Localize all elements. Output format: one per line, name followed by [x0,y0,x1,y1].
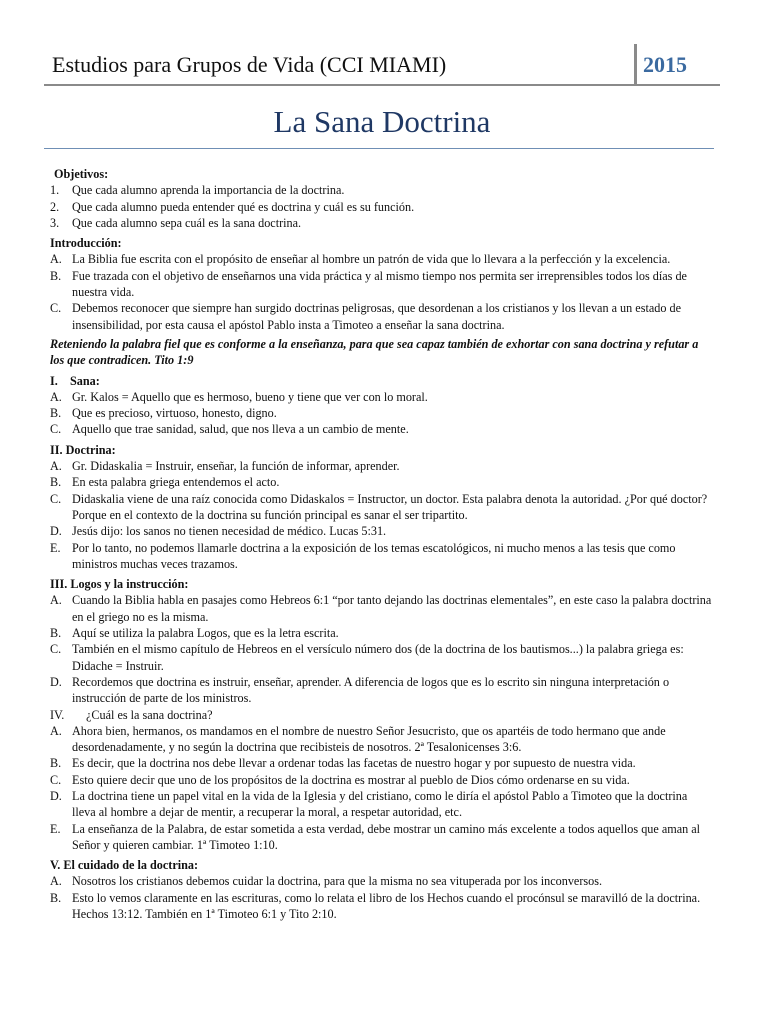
list-text: Debemos reconocer que siempre han surgido doctrinas peligrosas, que desordenan a los cristianos y los llevan a un estado de insensibilidad, por esta causa el apóstol Pablo insta a Timoteo a enseñar la sana doctrina. [72,301,681,332]
section-heading-sana: I. Sana: [50,373,100,388]
list-text: Gr. Didaskalia = Instruir, enseñar, la función de informar, aprender. [72,459,400,474]
list-marker: E. [50,821,61,836]
list-item [50,523,714,539]
list-marker: B. [50,890,62,905]
list-item [50,821,714,854]
list-text: Fue trazada con el objetivo de enseñarnos una vida práctica y al mismo tiempo nos permita ser irreprensibles todos los días de nuestra vida. [72,268,687,300]
list-text: Gr. Kalos = Aquello que es hermoso, bueno y tiene que ver con lo moral. [72,389,428,404]
list-item [50,405,714,421]
list-marker: E. [50,540,61,555]
list-text: Que cada alumno pueda entender qué es doctrina y cuál es su función. [72,199,415,214]
list-item [50,491,714,524]
list-marker: 2. [50,199,60,214]
list-text: Es decir, que la doctrina nos debe llevar a ordenar todas las facetas de nuestro hogar y por supuesto de nuestra vida. [72,756,636,771]
document-body [50,166,714,922]
section-heading-cuidado: V. El cuidado de la doctrina: [50,858,199,873]
list-text: Recordemos que doctrina es instruir, enseñar, aprender. A diferencia de logos que es lo escrito sin ninguna interpretación o instrucción de parte de los ministros. [72,674,670,706]
list-item [50,421,714,437]
list-text: Esto lo vemos claramente en las escrituras, como lo relata el libro de los Hechos cuando el procónsul se maravilló de la doctrina. Hechos 13:12. También en 1ª Timoteo 6:1 y Tito 2:10. [72,890,701,922]
list-marker: C. [50,491,62,506]
header-title: Estudios para Grupos de Vida (CCI MIAMI) [52,52,447,77]
section-heading-cual [50,707,714,723]
list-marker: A. [50,389,62,404]
list-marker: A. [50,252,62,267]
list-marker: A. [50,723,62,738]
list-text: Aquello que trae sanidad, salud, que nos lleva a un cambio de mente. [72,422,409,437]
list-item [50,474,714,490]
list-text: Que cada alumno aprenda la importancia de la doctrina. [72,183,345,198]
list-item [50,625,714,641]
document-header [44,44,720,86]
list-item [50,458,714,474]
section-heading-text: ¿Cuál es la sana doctrina? [86,707,213,722]
header-divider [634,44,637,84]
list-marker: D. [50,524,62,539]
list-text: Nosotros los cristianos debemos cuidar la doctrina, para que la misma no sea vituperada por los inconversos. [72,874,603,889]
list-text: Que es precioso, virtuoso, honesto, digno. [72,406,277,421]
section-heading-doctrina: II. Doctrina: [50,442,116,457]
list-marker: 3. [50,215,60,230]
section-heading-objetivos: Objetivos: [54,167,109,181]
list-item [50,890,714,923]
list-item [50,199,714,215]
section-heading-introduccion: Introducción: [50,236,122,251]
list-text: Didaskalia viene de una raíz conocida como Didaskalos = Instructor, un doctor. Esta palabra denota la autoridad. ¿Por qué doctor? Porque en el contexto de la doctrina su función principal es sanar el ser tripartito. [72,491,708,522]
list-text: Esto quiere decir que uno de los propósitos de la doctrina es mostrar al pueblo de Dios cómo ordenarse en su vida. [72,772,630,787]
list-item [50,268,714,301]
scripture-quote: Reteniendo la palabra fiel que es conforme a la enseñanza, para que sea capaz también de exhortar con sana doctrina y refutar a los que contradicen. Tito 1:9 [50,336,699,368]
title-rule [44,148,714,149]
list-marker: D. [50,674,62,689]
list-item [50,641,714,674]
list-item [50,723,714,756]
list-text: La doctrina tiene un papel vital en la vida de la Iglesia y del cristiano, como le diría el apóstol Pablo a Timoteo que la doctrina lleva al hombre a dejar de mentir, a recuperar la moral, a respetar autoridad, etc. [72,788,688,820]
list-item [50,755,714,771]
list-item [50,772,714,788]
list-marker: B. [50,406,62,421]
list-marker: C. [50,422,62,437]
list-marker: B. [50,756,62,771]
list-item [50,251,714,267]
list-text: Ahora bien, hermanos, os mandamos en el nombre de nuestro Señor Jesucristo, que os apartéis de todo hermano que ande desordenadamente, y no según la doctrina que recibisteis de nosotros. 2ª Tesalonicenses 3:6. [72,723,666,755]
list-item [50,300,714,333]
list-marker: A. [50,874,62,889]
list-item [50,674,714,707]
list-text: También en el mismo capítulo de Hebreos en el versículo número dos (de la doctrina de los bautismos...) la palabra griega es: Didache = Instruir. [72,642,684,673]
list-marker: B. [50,268,62,283]
list-item [50,873,714,889]
list-text: Aquí se utiliza la palabra Logos, que es la letra escrita. [72,626,339,641]
list-marker: A. [50,593,62,608]
list-marker: D. [50,788,62,803]
list-item [50,215,714,231]
list-text: Por lo tanto, no podemos llamarle doctrina a la exposición de los temas escatológicos, ni mucho menos a las tesis que como ministros muchas veces trazamos. [72,540,676,571]
document-title: La Sana Doctrina [273,104,491,139]
list-item [50,389,714,405]
list-text: La enseñanza de la Palabra, de estar sometida a esta verdad, debe mostrar un camino más excelente a todos aquellos que aman al Señor y quieren cambiar. 1ª Timoteo 1:10. [72,821,701,852]
section-marker: IV. [50,707,65,722]
list-marker: C. [50,642,62,657]
list-text: Jesús dijo: los sanos no tienen necesidad de médico. Lucas 5:31. [72,524,387,539]
header-year: 2015 [643,52,687,77]
list-text: En esta palabra griega entendemos el acto. [72,475,280,490]
list-item [50,540,714,573]
list-marker: C. [50,772,62,787]
list-marker: C. [50,301,62,316]
list-item [50,788,714,821]
list-item [50,182,714,198]
list-item [50,592,714,625]
list-marker: B. [50,626,62,641]
list-text: La Biblia fue escrita con el propósito de enseñar al hombre un patrón de vida que lo llevara a la perfección y la excelencia. [72,252,671,267]
list-marker: B. [50,475,62,490]
list-text: Que cada alumno sepa cuál es la sana doctrina. [72,215,302,230]
list-marker: 1. [50,183,60,198]
list-marker: A. [50,459,62,474]
section-heading-logos: III. Logos y la instrucción: [50,577,189,592]
list-text: Cuando la Biblia habla en pasajes como Hebreos 6:1 “por tanto dejando las doctrinas elementales”, en este caso la palabra doctrina en el griego no es la misma. [72,593,712,624]
